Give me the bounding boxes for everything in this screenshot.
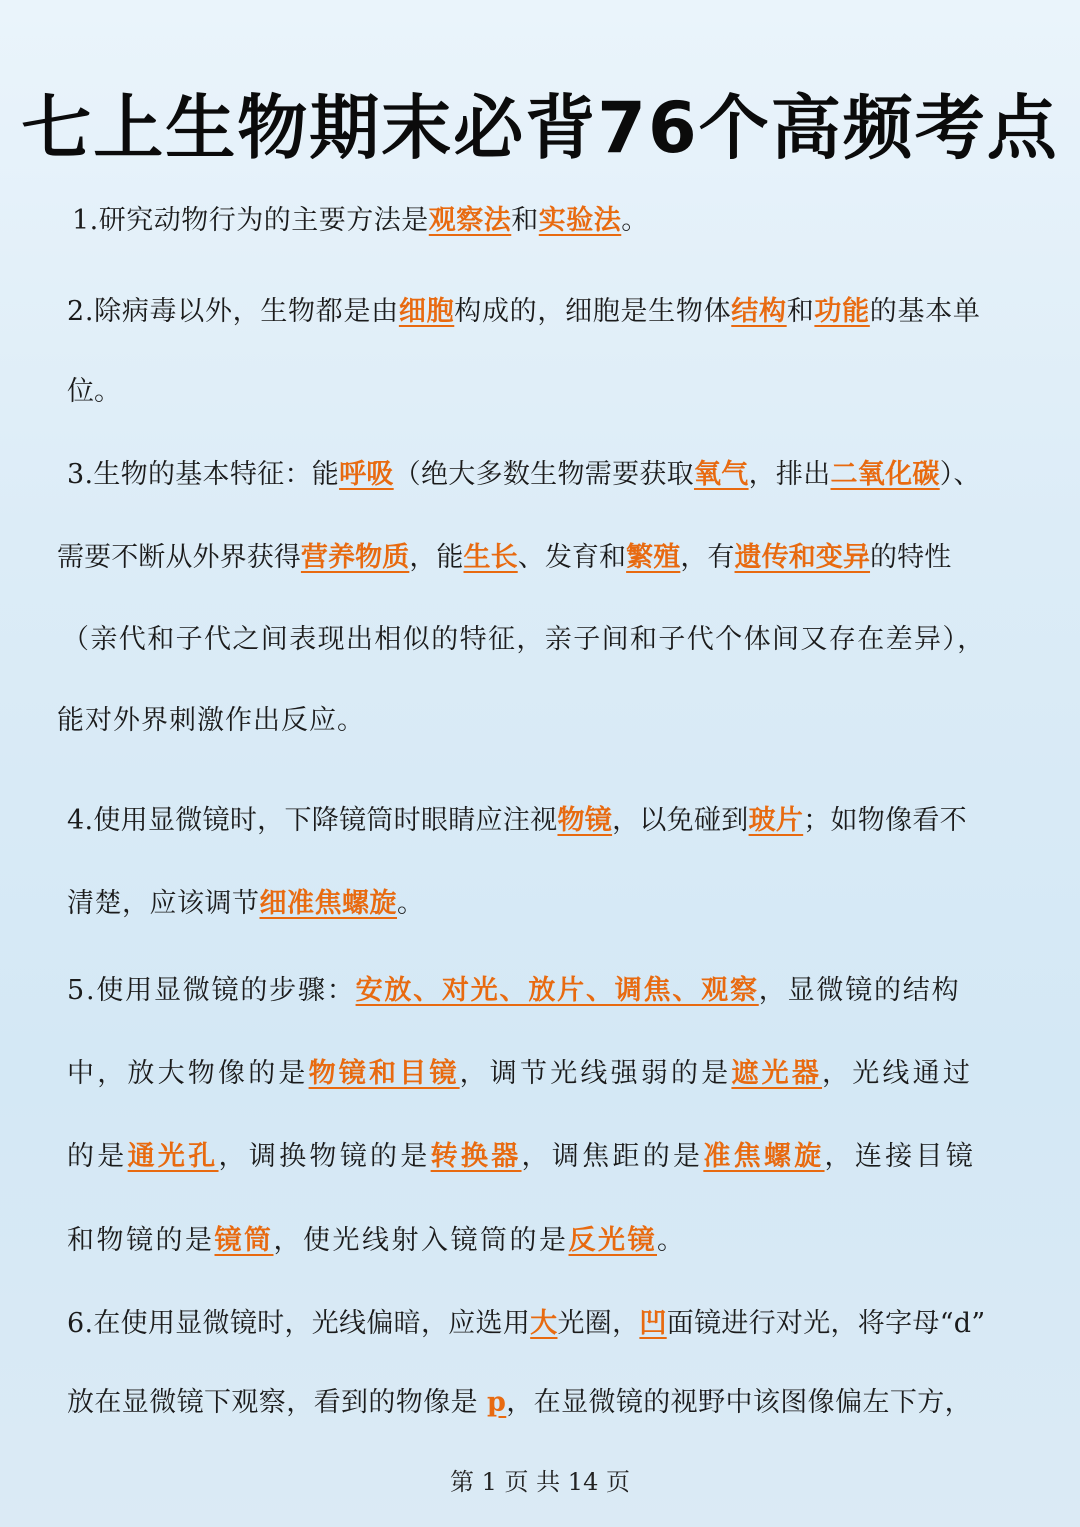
- text-line: [72, 201, 649, 241]
- keyword-answer: 反光镜: [568, 1225, 657, 1256]
- text-segment: 的特性: [870, 542, 952, 573]
- text-line: [57, 538, 951, 578]
- keyword-answer: 细胞: [398, 296, 455, 327]
- text-segment: 2.除病毒以外，生物都是由: [67, 296, 399, 327]
- text-segment: ，有: [680, 542, 735, 573]
- text-line: [67, 372, 121, 412]
- text-segment: ，能: [409, 542, 464, 573]
- keyword-answer: 氧气: [693, 459, 749, 490]
- text-line: [67, 801, 967, 841]
- keyword-answer: 呼吸: [339, 459, 394, 490]
- text-segment: （绝大多数生物需要获取: [393, 459, 694, 490]
- keyword-answer: 大: [530, 1308, 558, 1339]
- text-line: [67, 1054, 973, 1094]
- text-line: [67, 292, 981, 332]
- text-line: [67, 971, 960, 1011]
- text-segment: 。: [397, 888, 425, 919]
- text-segment: ，调换物镜的是: [218, 1141, 431, 1172]
- text-line: [67, 1221, 687, 1261]
- text-segment: 和物镜的是: [67, 1225, 215, 1256]
- text-segment: 位。: [67, 376, 121, 407]
- keyword-answer: 结构: [731, 296, 787, 327]
- text-segment: 1.研究动物行为的主要方法是: [72, 205, 429, 236]
- keyword-answer: 二氧化碳: [830, 459, 940, 490]
- text-segment: ，调焦距的是: [521, 1141, 704, 1172]
- keyword-answer: p: [486, 1387, 507, 1418]
- text-segment: ，连接目镜: [824, 1141, 977, 1172]
- text-segment: 。: [657, 1225, 687, 1256]
- text-line: [57, 701, 365, 741]
- keyword-answer: 遗传和变异: [734, 542, 871, 573]
- text-segment: ，以免碰到: [612, 805, 749, 836]
- keyword-answer: 凹: [639, 1308, 667, 1339]
- text-segment: ，光线通过: [822, 1058, 974, 1089]
- text-line: [62, 620, 986, 660]
- text-segment: 的是: [67, 1141, 128, 1172]
- text-line: [67, 1304, 986, 1344]
- text-segment: ）、: [939, 459, 981, 490]
- text-line: [67, 884, 425, 924]
- keyword-answer: 玻片: [748, 805, 804, 836]
- text-segment: 和: [511, 205, 539, 236]
- text-segment: 、发育和: [517, 542, 627, 573]
- keyword-answer: 实验法: [538, 205, 622, 236]
- keyword-answer: 安放、对光、放片、调焦、观察: [355, 975, 759, 1006]
- text-segment: 需要不断从外界获得: [57, 542, 301, 573]
- text-segment: 清楚，应该调节: [67, 888, 260, 919]
- text-segment: 构成的，细胞是生物体: [454, 296, 732, 327]
- text-segment: （亲代和子代之间表现出相似的特征，亲子间和子代个体间又存在差异），: [62, 624, 986, 655]
- keyword-answer: 观察法: [428, 205, 512, 236]
- keyword-answer: 物镜和目镜: [308, 1058, 460, 1089]
- keyword-answer: 准焦螺旋: [703, 1141, 825, 1172]
- keyword-answer: 物镜: [557, 805, 613, 836]
- text-segment: 中，放大物像的是: [67, 1058, 309, 1089]
- keyword-answer: 镜筒: [214, 1225, 274, 1256]
- text-segment: 能对外界刺激作出反应。: [57, 705, 365, 736]
- text-segment: 面镜进行对光，将字母“d”: [666, 1308, 986, 1339]
- keyword-answer: 遮光器: [731, 1058, 823, 1089]
- keyword-answer: 转换器: [430, 1141, 522, 1172]
- page-number-footer: 第 1 页 共 14 页: [450, 1468, 630, 1496]
- text-segment: ，使光线射入镜筒的是: [273, 1225, 569, 1256]
- page-title: 七上生物期末必背76个高频考点: [21, 87, 1059, 169]
- text-segment: 5.使用显微镜的步骤：: [67, 975, 356, 1006]
- text-segment: 和: [786, 296, 815, 327]
- text-segment: 3.生物的基本特征：能: [67, 459, 340, 490]
- keyword-answer: 繁殖: [626, 542, 681, 573]
- text-segment: 4.使用显微镜时，下降镜筒时眼睛应注视: [67, 805, 558, 836]
- text-segment: ，调节光线强弱的是: [459, 1058, 732, 1089]
- text-line: [67, 1383, 972, 1423]
- text-segment: 的基本单: [869, 296, 981, 327]
- text-segment: ；如物像看不: [803, 805, 967, 836]
- text-segment: ，在显微镜的视野中该图像偏左下方，: [506, 1387, 973, 1418]
- keyword-answer: 通光孔: [127, 1141, 219, 1172]
- text-segment: 。: [621, 205, 649, 236]
- text-line: [67, 1137, 976, 1177]
- text-segment: ，显微镜的结构: [758, 975, 961, 1006]
- text-segment: 6.在使用显微镜时，光线偏暗，应选用: [67, 1308, 531, 1339]
- keyword-answer: 功能: [814, 296, 870, 327]
- keyword-answer: 细准焦螺旋: [259, 888, 397, 919]
- text-segment: 光圈，: [557, 1308, 640, 1339]
- keyword-answer: 营养物质: [300, 542, 410, 573]
- text-segment: 放在显微镜下观察，看到的物像是: [67, 1387, 487, 1418]
- text-segment: ，排出: [748, 459, 831, 490]
- text-line: [67, 455, 981, 495]
- keyword-answer: 生长: [463, 542, 518, 573]
